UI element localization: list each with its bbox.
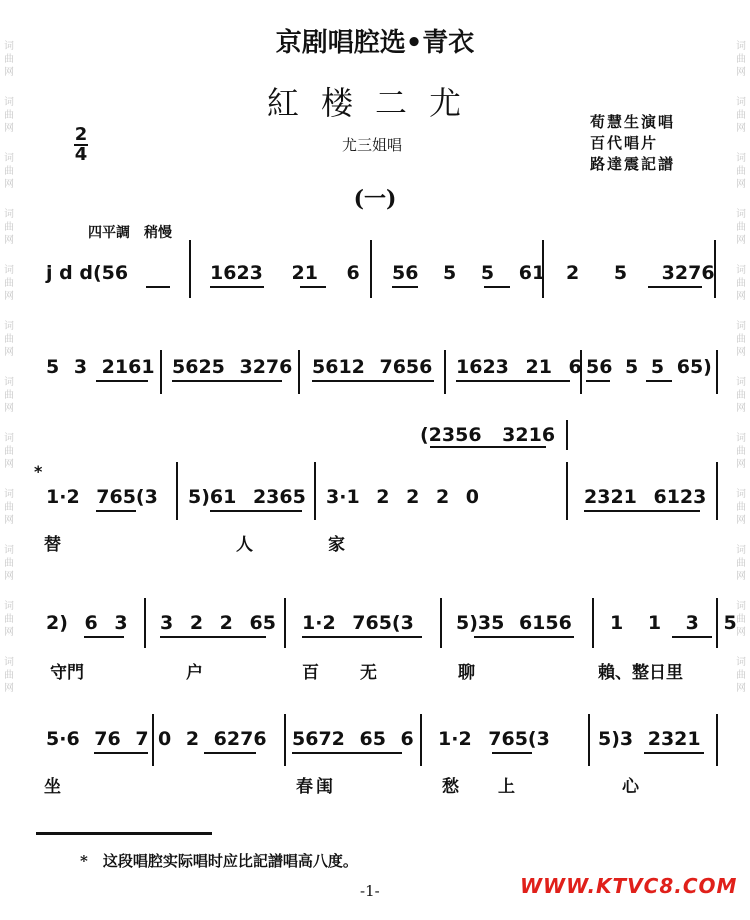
score-line4-measure3: 1·2 765(3 [302, 612, 414, 634]
page-number: -1- [360, 882, 380, 900]
score-line3-measure1: 1·2 765(3 [46, 486, 158, 508]
piece-title: 紅楼二尤 [266, 84, 483, 122]
section-label: (一) [353, 186, 397, 212]
score-line5-measure5: 5)3 2321 [598, 728, 701, 750]
lyric-line3-2: 人 [236, 535, 253, 555]
lyric-line5-5: 上 [498, 777, 515, 797]
footnote-divider [36, 832, 212, 835]
lyric-line3-3: 家 [328, 535, 345, 555]
score-line1-measure2: 1623 21 6 [210, 262, 360, 284]
credit-performer: 荀慧生演唱 [590, 113, 676, 131]
lyric-line5-3: 闺 [316, 777, 333, 797]
side-watermark-right: 词曲网 词曲网 词曲网 词曲网 词曲网 词曲网 词曲网 词曲网 词曲网 词曲网 词曲网 词曲网 [736, 41, 746, 694]
singer-label: 尤三姐唱 [342, 136, 403, 154]
lyric-line4-3: 百 [302, 663, 319, 683]
score-line4-measure2: 3 2 2 65 [160, 612, 276, 634]
credit-record: 百代唱片 [590, 134, 659, 152]
lyric-line4-1: 守門 [50, 663, 84, 683]
side-watermark-left: 词曲网 词曲网 词曲网 词曲网 词曲网 词曲网 词曲网 词曲网 词曲网 词曲网 词曲网 词曲网 [4, 41, 14, 694]
score-line4-measure4: 5)35 6156 [456, 612, 572, 634]
site-watermark: WWW.KTVC8.COM [520, 874, 738, 898]
time-signature [74, 126, 88, 164]
lyric-line5-6: 心 [622, 777, 639, 797]
footnote-text: * 这段唱腔实际唱时应比記譜唱高八度。 [80, 852, 358, 870]
lyric-line4-5: 聊 [458, 663, 475, 683]
lyric-line5-2: 春 [296, 777, 313, 797]
score-line2-measure5: 56 5 5 65) [586, 356, 712, 378]
score-line3-measure3: 3·1 2 2 2 0 [326, 486, 479, 508]
lyric-line4-4: 无 [360, 663, 377, 683]
score-line2-measure3: 5612 7656 [312, 356, 433, 378]
score-line5-measure3: 5672 65 6 [292, 728, 414, 750]
score-line3-measure4: 2321 6123 [584, 486, 707, 508]
time-signature-bottom: 4 [74, 144, 88, 165]
credits [590, 112, 675, 175]
score-line1-measure3: 56 5 5 61 [392, 262, 546, 284]
score-line5-measure2: 0 2 6276 [158, 728, 267, 750]
score-line4-measure5: 1 1 3 5 [610, 612, 737, 634]
score-line4-measure1: 2) 6 3 [46, 612, 128, 634]
score-line1-measure4: 2 5 3276 [566, 262, 715, 284]
tempo-marking: 四平調 稍慢 [88, 225, 172, 241]
page-title: 京剧唱腔选•青衣 [275, 28, 475, 58]
score-line5-measure1: 5·6 76 7 [46, 728, 149, 750]
footnote-marker: * [34, 462, 43, 481]
lyric-line5-4: 愁 [442, 777, 459, 797]
lyric-line5-1: 坐 [44, 777, 61, 797]
score-line3-alternate: (2356 3216 [420, 424, 556, 446]
score-line5-measure4: 1·2 765(3 [438, 728, 550, 750]
score-line1-measure1: j d d(56 [46, 262, 129, 284]
score-line2-measure4: 1623 21 6 [456, 356, 582, 378]
lyric-line3-1: 替 [44, 535, 61, 555]
lyric-line4-2: 户 [186, 663, 203, 683]
score-line2-measure1: 5 3 2161 [46, 356, 155, 378]
score-line3-measure2: 5)61 2365 [188, 486, 306, 508]
lyric-line4-6: 賴、整日里 [598, 663, 683, 683]
credit-transcriber: 路達震記譜 [590, 155, 676, 173]
score-line2-measure2: 5625 3276 [172, 356, 293, 378]
time-signature-top: 2 [74, 124, 88, 145]
